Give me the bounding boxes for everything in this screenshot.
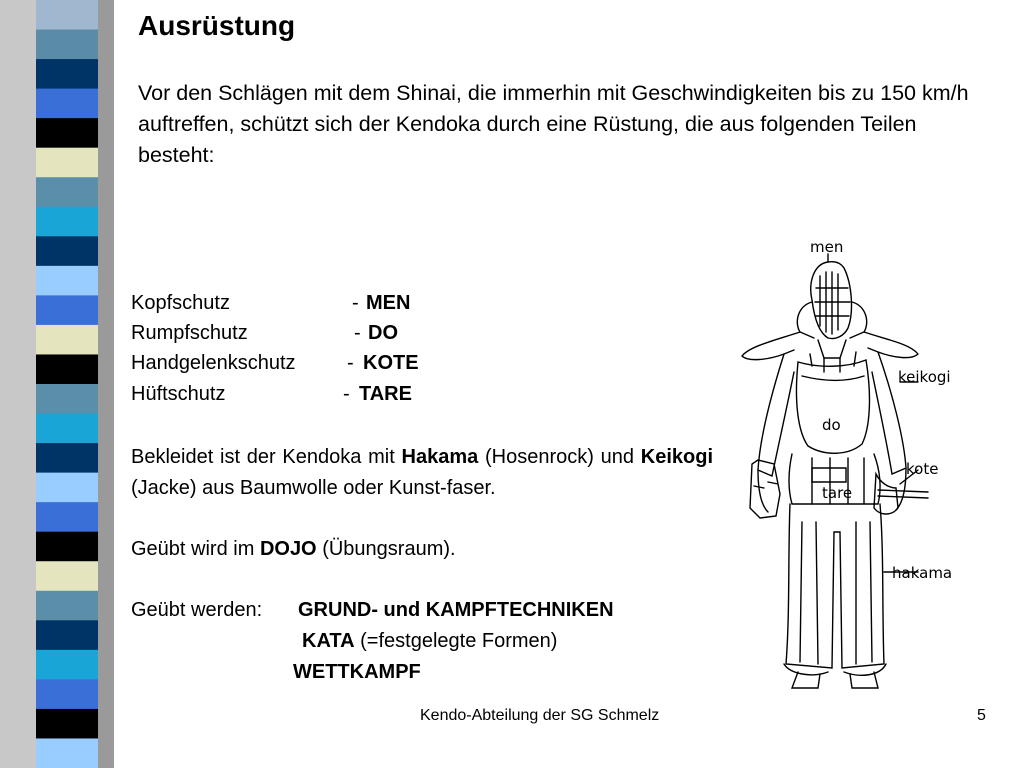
armor-term: TARE <box>359 383 412 405</box>
slide-title: Ausrüstung <box>138 10 296 41</box>
clothing-text: Bekleidet ist der Kendoka mit <box>131 446 395 468</box>
stripe-segment <box>36 266 98 296</box>
figure-label-tare: tare <box>822 484 853 502</box>
stripe-segment <box>36 502 98 532</box>
armor-separator: - <box>343 383 350 405</box>
stripe-segment <box>36 473 98 503</box>
armor-term: MEN <box>366 292 411 314</box>
stripe-segment <box>36 443 98 473</box>
stripe-segment <box>36 325 98 355</box>
hakama-note: (Hosenrock) <box>484 446 594 468</box>
armor-part-label: Handgelenkschutz <box>131 352 296 374</box>
armor-separator: - <box>354 322 361 344</box>
stripe-segment <box>36 414 98 444</box>
stripe-segment <box>36 650 98 680</box>
decorative-stripe <box>0 0 118 768</box>
dojo-text: Geübt wird im <box>131 538 255 560</box>
stripe-left-shade <box>0 0 36 768</box>
stripe-segment <box>36 738 98 768</box>
stripe-segment <box>36 591 98 621</box>
stripe-segment <box>36 709 98 739</box>
stripe-segment <box>36 0 98 30</box>
armor-separator: - <box>352 292 359 314</box>
stripe-shadow <box>98 0 114 768</box>
training-item: WETTKAMPF <box>293 661 421 683</box>
armor-part-label: Kopfschutz <box>131 292 230 314</box>
stripe-segment <box>36 354 98 384</box>
stripe-segment <box>36 620 98 650</box>
training-kata-line <box>302 630 557 653</box>
page-number: 5 <box>977 707 986 724</box>
stripe-segment <box>36 177 98 207</box>
hakama-term: Hakama <box>401 446 479 468</box>
armor-term: KOTE <box>363 352 419 374</box>
figure-label-hakama: hakama <box>892 564 953 582</box>
figure-label-do: do <box>822 416 841 434</box>
stripe-segment <box>36 30 98 60</box>
training-label: Geübt werden: <box>131 599 263 621</box>
figure-label-keikogi: keikogi <box>898 368 951 386</box>
stripe-segment <box>36 148 98 178</box>
training-item: GRUND- und KAMPFTECHNIKEN <box>298 599 614 621</box>
dojo-line <box>131 538 456 561</box>
figure-label-kote: kote <box>906 460 939 478</box>
dojo-note: (Übungsraum). <box>322 538 456 560</box>
kata-note: (=festgelegte Formen) <box>360 630 558 652</box>
stripe-segment <box>36 89 98 119</box>
kendoka-drawing <box>742 238 952 688</box>
keikogi-term: Keikogi <box>640 446 714 468</box>
stripe-segment <box>36 679 98 709</box>
clothing-text: und <box>600 446 635 468</box>
armor-part-label: Hüftschutz <box>131 383 226 405</box>
armor-term: DO <box>368 322 398 344</box>
figure-label-men: men <box>810 238 844 256</box>
footer-text: Kendo-Abteilung der SG Schmelz <box>420 707 660 724</box>
stripe-segment <box>36 532 98 562</box>
armor-separator: - <box>347 352 354 374</box>
stripe-segment <box>36 384 98 414</box>
clothing-text: (Jacke) aus Baumwolle oder Kunst-faser. <box>131 477 496 499</box>
stripe-segment <box>36 295 98 325</box>
stripe-segment <box>36 59 98 89</box>
stripe-segment <box>36 118 98 148</box>
kendoka-illustration <box>728 232 964 702</box>
intro-text: Vor den Schlägen mit dem Shinai, die immerhin mit Geschwindigkeiten bis zu 150 km/h auftreffen, schützt sich der Kendoka durch eine Rüstung, die aus folgenden Teilen besteht: <box>138 81 969 167</box>
stripe-segment <box>36 236 98 266</box>
clothing-paragraph <box>131 442 713 504</box>
training-item: KATA <box>302 630 355 652</box>
dojo-term: DOJO <box>259 538 317 560</box>
stripe-segment <box>36 207 98 237</box>
armor-part-label: Rumpfschutz <box>131 322 248 344</box>
stripe-segment <box>36 561 98 591</box>
